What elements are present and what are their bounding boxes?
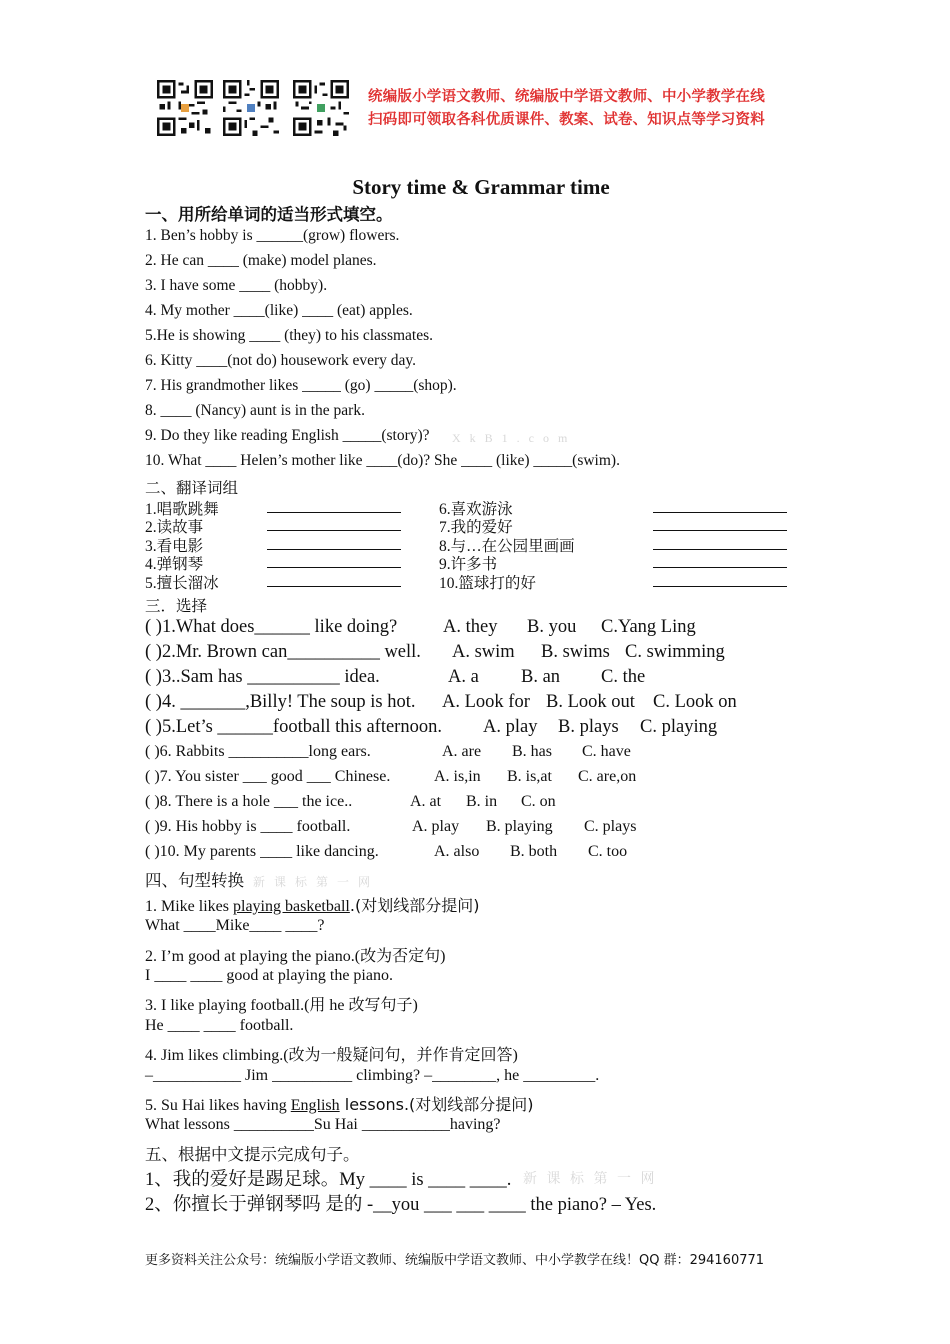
- s3-q9: ( )9. His hobby is ____ football.: [145, 818, 351, 835]
- s3-q8-a: A. at: [410, 793, 442, 810]
- section5-heading: 五、根据中文提示完成句子。: [145, 1145, 360, 1164]
- s2-right-2: 7.我的爱好: [439, 519, 513, 536]
- s3-q4-c: C. Look on: [653, 692, 737, 712]
- s3-q1-a: A. they: [443, 617, 498, 637]
- s3-q7-b: B. is,at: [507, 768, 552, 785]
- s3-q4-a: A. Look for: [442, 692, 530, 712]
- s4-q5-suffix: lessons.(对划线部分提问): [339, 1095, 534, 1114]
- qr-code-1: [157, 80, 213, 136]
- s3-q10-a: A. also: [434, 843, 480, 860]
- s3-q2: ( )2.Mr. Brown can__________ well.: [145, 642, 421, 662]
- s2-right-3: 8.与…在公园里画画: [439, 538, 575, 555]
- s1-item-3: 3. I have some ____ (hobby).: [145, 277, 328, 294]
- s4-q5-answer: What lessons __________Su Hai ___________having?: [145, 1116, 501, 1133]
- s2-blank-10[interactable]: [653, 572, 787, 587]
- s3-q4: ( )4. _______,Billy! The soup is hot.: [145, 692, 416, 712]
- footer-note: 更多资料关注公众号：统编版小学语文教师、统编版中学语文教师、中小学教学在线！QQ 群：294160771: [145, 1253, 765, 1268]
- s3-q10-b: B. both: [510, 843, 558, 860]
- section3-heading: 三．选择: [145, 597, 208, 615]
- s3-q1-b: B. you: [527, 617, 577, 637]
- s3-q7-c: C. are,on: [578, 768, 637, 785]
- s2-blank-3[interactable]: [267, 535, 401, 550]
- s3-q3-c: C. the: [601, 667, 646, 687]
- s4-q1-suffix: .(对划线部分提问): [349, 896, 480, 915]
- banner-line-2: 扫码即可领取各科优质课件、教案、试卷、知识点等学习资料: [368, 112, 765, 128]
- watermark-2: 新 课 标 第 一 网: [253, 875, 374, 889]
- s5-q1: 1、我的爱好是踢足球。My ____ is ____ ____.: [145, 1170, 512, 1190]
- s3-q8: ( )8. There is a hole ___ the ice..: [145, 793, 353, 810]
- s3-q8-b: B. in: [466, 793, 498, 810]
- s2-blank-6[interactable]: [653, 498, 787, 513]
- qr-code-2: [223, 80, 279, 136]
- s3-q5-c: C. playing: [640, 717, 718, 737]
- s3-q6-b: B. has: [512, 743, 552, 760]
- s2-blank-2[interactable]: [267, 516, 401, 531]
- s4-q2-answer: I ____ ____ good at playing the piano.: [145, 967, 393, 984]
- s3-q7: ( )7. You sister ___ good ___ Chinese.: [145, 768, 391, 785]
- s1-item-6: 6. Kitty ____(not do) housework every day.: [145, 352, 417, 369]
- s2-left-4: 4.弹钢琴: [145, 556, 204, 573]
- s3-q9-c: C. plays: [584, 818, 637, 835]
- s3-q1-c: C.Yang Ling: [601, 617, 696, 637]
- s3-q3-b: B. an: [521, 667, 561, 687]
- s2-blank-5[interactable]: [267, 572, 401, 587]
- s2-blank-4[interactable]: [267, 553, 401, 568]
- s3-q10: ( )10. My parents ____ like dancing.: [145, 843, 379, 860]
- s3-q2-a: A. swim: [452, 642, 515, 662]
- s1-item-10: 10. What ____ Helen’s mother like ____(do)? She ____ (like) _____(swim).: [145, 452, 620, 469]
- s1-item-8: 8. ____ (Nancy) aunt is in the park.: [145, 402, 365, 419]
- s2-left-1: 1.唱歌跳舞: [145, 501, 219, 518]
- s4-q3: 3. I like playing football.(用 he 改写句子): [145, 997, 418, 1014]
- watermark-3: 新 课 标 第 一 网: [523, 1172, 658, 1187]
- s3-q5-b: B. plays: [558, 717, 619, 737]
- s1-item-2: 2. He can ____ (make) model planes.: [145, 252, 377, 269]
- s2-blank-7[interactable]: [653, 516, 787, 531]
- s5-q2: 2、你擅长于弹钢琴吗 是的 -__you ___ ___ ____ the piano? – Yes.: [145, 1195, 657, 1215]
- s4-q1: [145, 893, 479, 916]
- s1-item-7: 7. His grandmother likes _____ (go) _____(shop).: [145, 377, 457, 394]
- s3-q9-b: B. playing: [486, 818, 553, 835]
- s3-q3: ( )3..Sam has __________ idea.: [145, 667, 380, 687]
- s3-q4-b: B. Look out: [546, 692, 635, 712]
- s1-item-9: 9. Do they like reading English _____(story)?: [145, 427, 430, 444]
- s3-q6-c: C. have: [582, 743, 631, 760]
- page-title: Story time & Grammar time: [352, 175, 610, 199]
- s1-item-1: 1. Ben’s hobby is ______(grow) flowers.: [145, 227, 400, 244]
- s3-q8-c: C. on: [521, 793, 556, 810]
- s3-q1: ( )1.What does______ like doing?: [145, 617, 398, 637]
- s4-q1-underlined: playing basketball: [233, 898, 350, 915]
- s4-q4-answer: –___________ Jim __________ climbing? –________, he _________.: [145, 1067, 600, 1084]
- s4-q4: 4. Jim likes climbing.(改为一般疑问句，并作肯定回答): [145, 1047, 518, 1064]
- s3-q2-b: B. swims: [541, 642, 610, 662]
- s4-q2: 2. I’m good at playing the piano.(改为否定句): [145, 948, 446, 965]
- watermark-1: X k B 1 . c o m: [452, 431, 571, 445]
- s3-q10-c: C. too: [588, 843, 628, 860]
- s2-blank-1[interactable]: [267, 498, 401, 513]
- s2-blank-8[interactable]: [653, 535, 787, 550]
- s3-q5-a: A. play: [483, 717, 538, 737]
- s4-q1-prefix: 1. Mike likes: [145, 898, 233, 915]
- s2-left-2: 2.读故事: [145, 519, 204, 536]
- s4-q5: [145, 1092, 534, 1115]
- s4-q5-prefix: 5. Su Hai likes having: [145, 1097, 291, 1114]
- s4-q5-underlined: English: [290, 1097, 340, 1114]
- s3-q6: ( )6. Rabbits __________long ears.: [145, 743, 371, 760]
- s4-q3-answer: He ____ ____ football.: [145, 1017, 294, 1034]
- s2-left-5: 5.擅长溜冰: [145, 575, 219, 592]
- s3-q5: ( )5.Let’s ______football this afternoon.: [145, 717, 442, 737]
- s2-right-4: 9.许多书: [439, 556, 498, 573]
- banner-line-1: 统编版小学语文教师、统编版中学语文教师、中小学教学在线: [368, 89, 765, 105]
- section1-heading: 一、用所给单词的适当形式填空。: [145, 205, 393, 224]
- s2-left-3: 3.看电影: [145, 538, 204, 555]
- s3-q7-a: A. is,in: [434, 768, 481, 785]
- s4-q1-answer: What ____Mike____ ____?: [145, 917, 325, 934]
- s1-item-4: 4. My mother ____(like) ____ (eat) apples.: [145, 302, 413, 319]
- s3-q2-c: C. swimming: [625, 642, 725, 662]
- header-banner: [368, 86, 765, 132]
- s2-right-5: 10.篮球打的好: [439, 575, 536, 592]
- s2-blank-9[interactable]: [653, 553, 787, 568]
- s1-item-5: 5.He is showing ____ (they) to his classmates.: [145, 327, 434, 344]
- s2-right-1: 6.喜欢游泳: [439, 501, 513, 518]
- section2-heading: 二、翻译词组: [145, 479, 239, 497]
- s3-q3-a: A. a: [448, 667, 479, 687]
- s3-q9-a: A. play: [412, 818, 460, 835]
- qr-code-3: [293, 80, 349, 136]
- section4-heading: 四、句型转换: [145, 871, 244, 890]
- s3-q6-a: A. are: [442, 743, 482, 760]
